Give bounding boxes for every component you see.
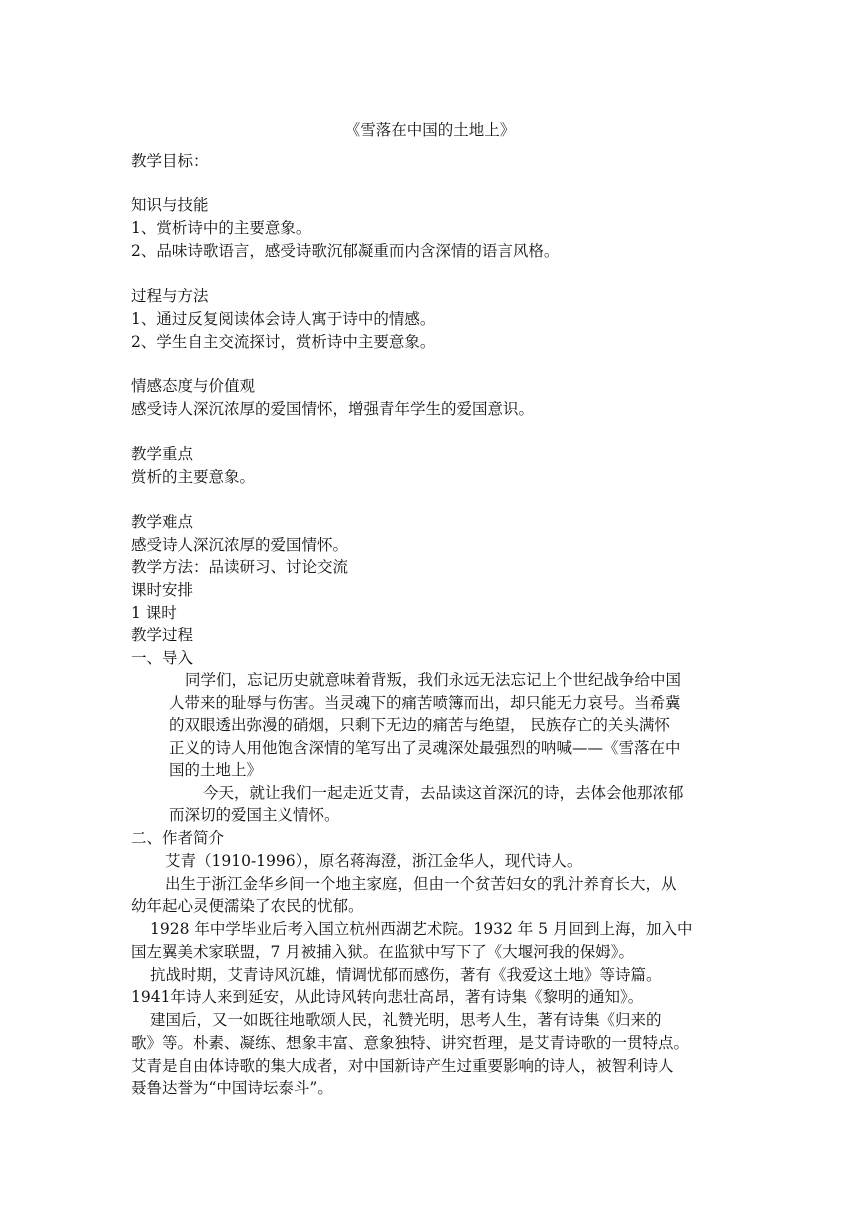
paragraph-line: 国左翼美术家联盟，7 月被捕入狱。在监狱中写下了《大堰河我的保姆》。 xyxy=(131,943,635,961)
document-title: 《雪落在中国的土地上》 xyxy=(344,121,516,139)
process-heading: 过程与方法 xyxy=(131,287,209,305)
paragraph-line: 艾青（1910-1996），原名蒋海澄，浙江金华人，现代诗人。 xyxy=(165,852,583,870)
paragraph-line: 而深切的爱国主义情怀。 xyxy=(169,806,340,824)
paragraph-line: 出生于浙江金华乡间一个地主家庭，但由一个贫苦妇女的乳汁养育长大，从 xyxy=(165,875,677,893)
difficulty-heading: 教学难点 xyxy=(131,513,194,531)
knowledge-item: 2、品味诗歌语言，感受诗歌沉郁凝重而内含深情的语言风格。 xyxy=(131,242,560,260)
section-heading: 一、导入 xyxy=(131,649,194,667)
paragraph-line: 的双眼透出弥漫的硝烟，只剩下无边的痛苦与绝望， 民族存亡的关头满怀 xyxy=(169,716,670,734)
process-item: 2、学生自主交流探讨，赏析诗中主要意象。 xyxy=(131,333,436,351)
paragraph-line: 艾青是自由体诗歌的集大成者，对中国新诗产生过重要影响的诗人，被智利诗人 xyxy=(131,1057,674,1075)
schedule-value: 1 课时 xyxy=(131,604,177,622)
process-item: 1、通过反复阅读体会诗人寓于诗中的情感。 xyxy=(131,310,436,328)
key-point-text: 赏析的主要意象。 xyxy=(131,468,256,486)
teaching-process-heading: 教学过程 xyxy=(131,626,194,644)
section-heading: 二、作者简介 xyxy=(131,829,225,847)
knowledge-item: 1、赏析诗中的主要意象。 xyxy=(131,219,312,237)
schedule-heading: 课时安排 xyxy=(131,581,194,599)
paragraph-line: 国的土地上》 xyxy=(169,761,263,779)
paragraph-line: 1941年诗人来到延安，从此诗风转向悲壮高昂，著有诗集《黎明的通知》。 xyxy=(131,988,644,1006)
paragraph-line: 歌》等。朴素、凝练、想象丰富、意象独特、讲究哲理，是艾青诗歌的一贯特点。 xyxy=(131,1034,690,1052)
paragraph-line: 建国后，又一如既往地歌颂人民，礼赞光明，思考人生，著有诗集《归来的 xyxy=(150,1011,662,1029)
paragraph-line: 人带来的耻辱与伤害。当灵魂下的痛苦喷簿而出，却只能无力哀号。当希冀 xyxy=(169,694,681,712)
knowledge-heading: 知识与技能 xyxy=(131,196,209,214)
emotion-heading: 情感态度与价值观 xyxy=(131,377,256,395)
teaching-method: 教学方法：品读研习、讨论交流 xyxy=(131,558,349,576)
difficulty-text: 感受诗人深沉浓厚的爱国情怀。 xyxy=(131,536,349,554)
objectives-heading: 教学目标： xyxy=(131,152,209,170)
paragraph-line: 正义的诗人用他饱含深情的笔写出了灵魂深处最强烈的呐喊——《雪落在中 xyxy=(169,739,681,757)
paragraph-line: 幼年起心灵便濡染了农民的忧郁。 xyxy=(131,897,364,915)
key-point-heading: 教学重点 xyxy=(131,445,194,463)
paragraph-line: 同学们，忘记历史就意味着背叛，我们永远无法忘记上个世纪战争给中国 xyxy=(185,671,682,689)
emotion-text: 感受诗人深沉浓厚的爱国情怀，增强青年学生的爱国意识。 xyxy=(131,400,535,418)
paragraph-line: 聂鲁达誉为“中国诗坛泰斗”。 xyxy=(131,1079,333,1097)
paragraph-line: 抗战时期，艾青诗风沉雄，情调忧郁而感伤，著有《我爱这土地》等诗篇。 xyxy=(150,966,662,984)
paragraph-line: 1928 年中学毕业后考入国立杭州西湖艺术院。1932 年 5 月回到上海，加入中 xyxy=(150,920,693,938)
paragraph-line: 今天，就让我们一起走近艾青，去品读这首深沉的诗，去体会他那浓郁 xyxy=(203,784,684,802)
